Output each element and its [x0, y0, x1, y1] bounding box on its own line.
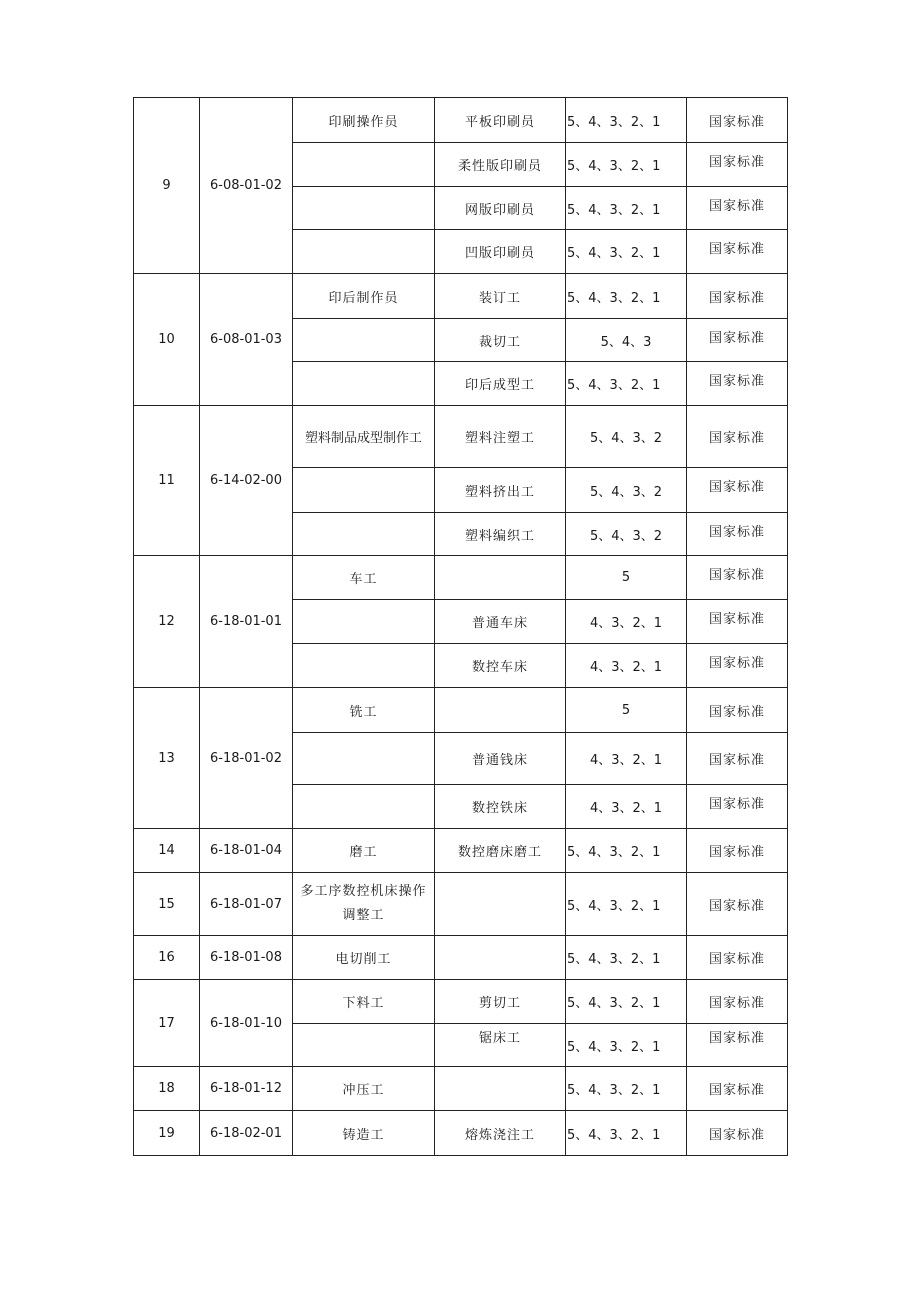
level-cell: 5、4、3、2、1 [566, 873, 687, 936]
table-row [134, 406, 788, 468]
row-number: 13 [134, 688, 200, 829]
standard-cell: 国家标准 [687, 936, 788, 980]
category-cell: 多工序数控机床操作调整工 [293, 873, 435, 936]
category-cell [293, 187, 435, 230]
subcategory-cell: 印后成型工 [435, 362, 566, 406]
standard-cell: 国家标准 [687, 274, 788, 319]
level-cell: 5、4、3、2、1 [566, 230, 687, 274]
standard-cell: 国家标准 [687, 1024, 788, 1067]
table-row [134, 556, 788, 600]
standard-cell: 国家标准 [687, 1111, 788, 1156]
category-cell: 铸造工 [293, 1111, 435, 1156]
category-cell: 塑料制品成型制作工 [293, 406, 435, 468]
level-cell: 5、4、3、2、1 [566, 143, 687, 187]
level-cell: 5 [566, 688, 687, 733]
category-cell [293, 644, 435, 688]
category-cell: 印后制作员 [293, 274, 435, 319]
occupation-code: 6-18-01-02 [200, 688, 293, 829]
occupation-code: 6-14-02-00 [200, 406, 293, 556]
subcategory-cell: 塑料编织工 [435, 513, 566, 556]
row-number: 17 [134, 980, 200, 1067]
level-cell: 5、4、3、2、1 [566, 98, 687, 143]
level-cell: 5、4、3、2、1 [566, 980, 687, 1024]
level-cell: 5、4、3、2 [566, 468, 687, 513]
level-cell: 5、4、3 [566, 319, 687, 362]
level-cell: 5、4、3、2、1 [566, 936, 687, 980]
subcategory-cell [435, 1067, 566, 1111]
category-cell: 冲压工 [293, 1067, 435, 1111]
level-cell: 5、4、3、2、1 [566, 1067, 687, 1111]
category-cell [293, 733, 435, 785]
subcategory-cell: 锯床工 [435, 1024, 566, 1067]
subcategory-cell [435, 873, 566, 936]
row-number: 9 [134, 98, 200, 274]
category-cell [293, 785, 435, 829]
category-cell: 印刷操作员 [293, 98, 435, 143]
level-cell: 4、3、2、1 [566, 785, 687, 829]
category-cell: 下料工 [293, 980, 435, 1024]
level-cell: 5、4、3、2 [566, 513, 687, 556]
occupation-code: 6-18-01-04 [200, 829, 293, 873]
category-cell [293, 143, 435, 187]
subcategory-cell: 熔炼浇注工 [435, 1111, 566, 1156]
subcategory-cell: 平板印刷员 [435, 98, 566, 143]
subcategory-cell [435, 688, 566, 733]
standard-cell: 国家标准 [687, 1067, 788, 1111]
row-number: 11 [134, 406, 200, 556]
subcategory-cell: 裁切工 [435, 319, 566, 362]
occupation-code: 6-18-01-01 [200, 556, 293, 688]
subcategory-cell: 数控铁床 [435, 785, 566, 829]
category-cell [293, 1024, 435, 1067]
standard-cell: 国家标准 [687, 688, 788, 733]
row-number: 18 [134, 1067, 200, 1111]
subcategory-cell: 普通钱床 [435, 733, 566, 785]
occupation-code: 6-18-01-10 [200, 980, 293, 1067]
occupation-code: 6-18-02-01 [200, 1111, 293, 1156]
standard-cell: 国家标准 [687, 785, 788, 829]
subcategory-cell: 网版印刷员 [435, 187, 566, 230]
standard-cell: 国家标准 [687, 468, 788, 513]
level-cell: 5、4、3、2、1 [566, 187, 687, 230]
subcategory-cell: 凹版印刷员 [435, 230, 566, 274]
subcategory-cell: 塑料挤出工 [435, 468, 566, 513]
category-cell [293, 513, 435, 556]
subcategory-cell [435, 556, 566, 600]
standard-cell: 国家标准 [687, 362, 788, 406]
subcategory-cell: 剪切工 [435, 980, 566, 1024]
table-row [134, 274, 788, 319]
table-row [134, 829, 788, 873]
table-row [134, 98, 788, 143]
standard-cell: 国家标准 [687, 406, 788, 468]
occupation-code: 6-08-01-02 [200, 98, 293, 274]
standard-cell: 国家标准 [687, 187, 788, 230]
subcategory-cell: 装订工 [435, 274, 566, 319]
category-cell: 铣工 [293, 688, 435, 733]
subcategory-cell: 数控车床 [435, 644, 566, 688]
standard-cell: 国家标准 [687, 600, 788, 644]
standard-cell: 国家标准 [687, 873, 788, 936]
category-cell [293, 230, 435, 274]
standard-cell: 国家标准 [687, 98, 788, 143]
standard-cell: 国家标准 [687, 733, 788, 785]
category-cell [293, 600, 435, 644]
occupation-code: 6-08-01-03 [200, 274, 293, 406]
standard-cell: 国家标准 [687, 644, 788, 688]
table-row [134, 1067, 788, 1111]
category-cell: 电切削工 [293, 936, 435, 980]
occupation-table [133, 97, 788, 1156]
row-number: 14 [134, 829, 200, 873]
table-row [134, 873, 788, 936]
subcategory-cell: 柔性版印刷员 [435, 143, 566, 187]
row-number: 10 [134, 274, 200, 406]
table-row [134, 980, 788, 1024]
category-cell [293, 319, 435, 362]
occupation-code: 6-18-01-08 [200, 936, 293, 980]
row-number: 16 [134, 936, 200, 980]
category-cell [293, 468, 435, 513]
level-cell: 5、4、3、2、1 [566, 1111, 687, 1156]
level-cell: 5 [566, 556, 687, 600]
level-cell: 5、4、3、2、1 [566, 362, 687, 406]
table-row [134, 688, 788, 733]
table-row [134, 936, 788, 980]
level-cell: 5、4、3、2、1 [566, 1024, 687, 1067]
standard-cell: 国家标准 [687, 980, 788, 1024]
standard-cell: 国家标准 [687, 829, 788, 873]
standard-cell: 国家标准 [687, 556, 788, 600]
table-row [134, 1111, 788, 1156]
level-cell: 5、4、3、2 [566, 406, 687, 468]
level-cell: 4、3、2、1 [566, 733, 687, 785]
category-cell: 车工 [293, 556, 435, 600]
standard-cell: 国家标准 [687, 319, 788, 362]
occupation-code: 6-18-01-12 [200, 1067, 293, 1111]
row-number: 19 [134, 1111, 200, 1156]
category-cell [293, 362, 435, 406]
level-cell: 5、4、3、2、1 [566, 829, 687, 873]
standard-cell: 国家标准 [687, 230, 788, 274]
subcategory-cell: 普通车床 [435, 600, 566, 644]
standard-cell: 国家标准 [687, 513, 788, 556]
level-cell: 4、3、2、1 [566, 600, 687, 644]
occupation-code: 6-18-01-07 [200, 873, 293, 936]
subcategory-cell: 塑料注塑工 [435, 406, 566, 468]
subcategory-cell: 数控磨床磨工 [435, 829, 566, 873]
subcategory-cell [435, 936, 566, 980]
row-number: 12 [134, 556, 200, 688]
row-number: 15 [134, 873, 200, 936]
standard-cell: 国家标准 [687, 143, 788, 187]
category-cell: 磨工 [293, 829, 435, 873]
level-cell: 5、4、3、2、1 [566, 274, 687, 319]
level-cell: 4、3、2、1 [566, 644, 687, 688]
